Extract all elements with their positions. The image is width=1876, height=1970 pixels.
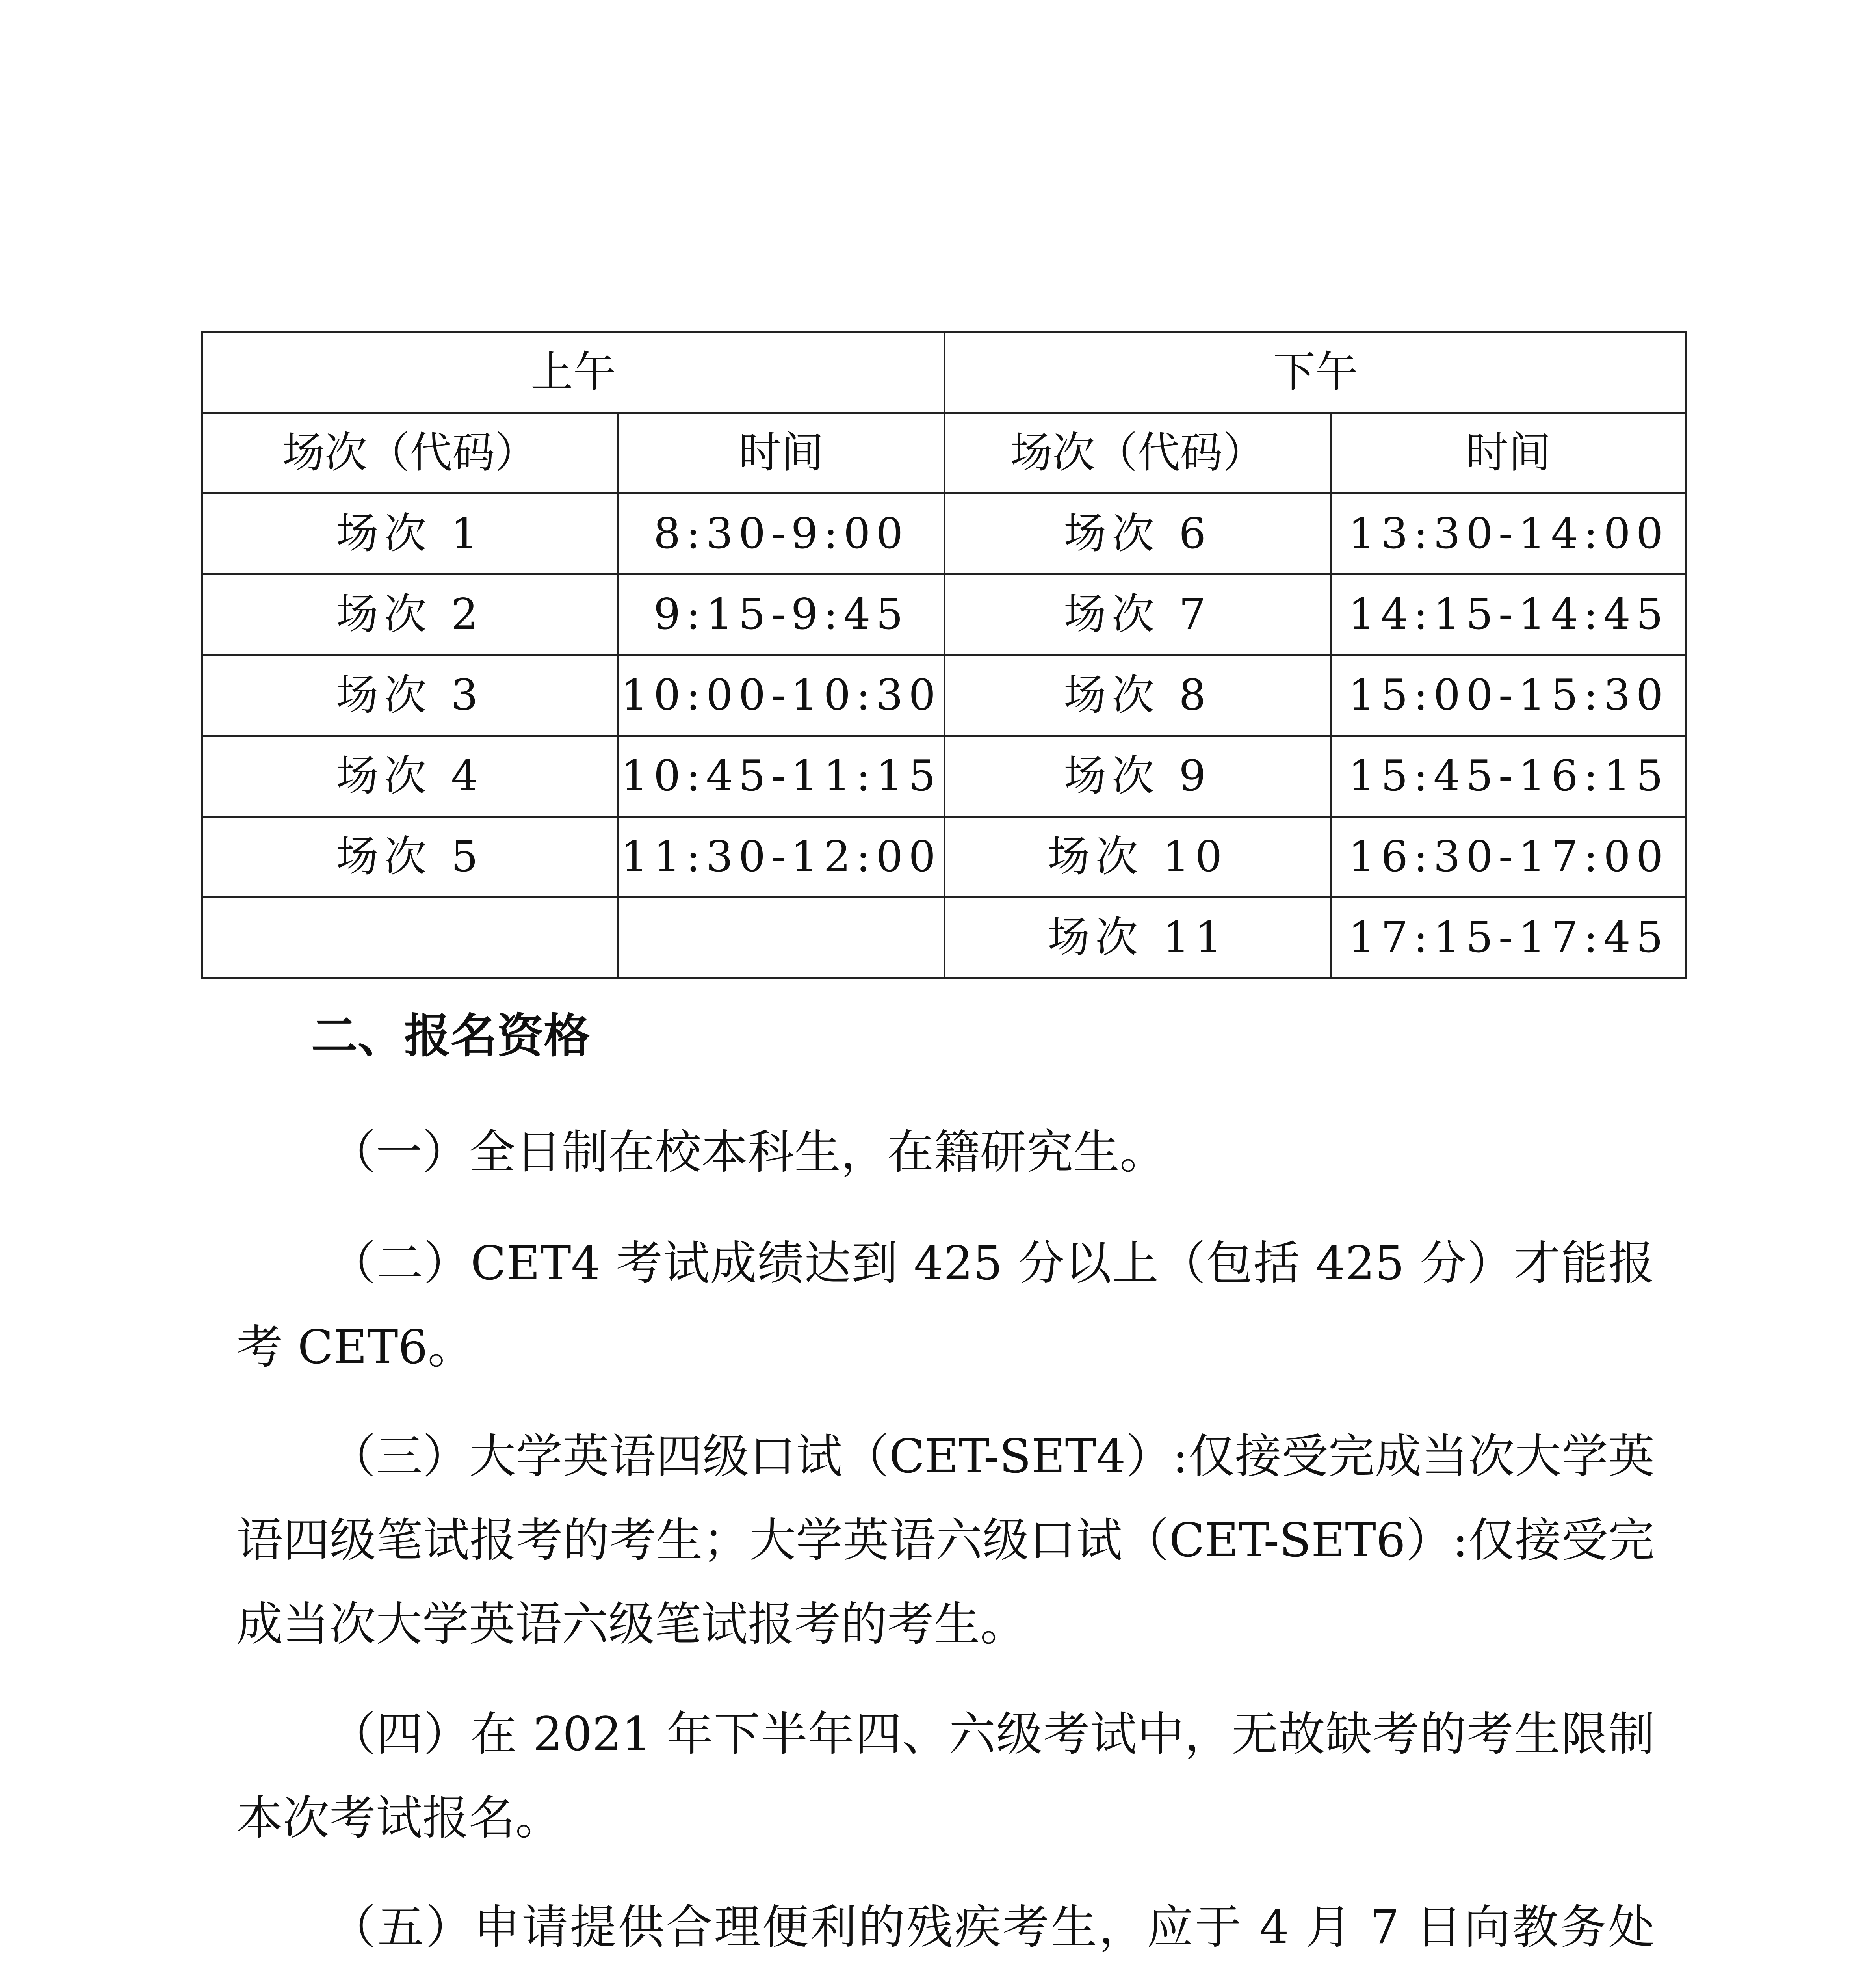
am-time-cell: 8:30-9:00 <box>618 494 945 574</box>
period-header-row <box>202 332 1687 413</box>
am-time-cell: 10:00-10:30 <box>618 655 945 736</box>
table-row <box>202 817 1687 898</box>
pm-session-cell: 场次 10 <box>945 817 1331 898</box>
paragraph-item-4: （四）在 2021 年下半年四、六级考试中，无故缺考的考生限制本次考试报名。 <box>236 1707 1655 1845</box>
table-row <box>202 574 1687 655</box>
pm-time-cell: 16:30-17:00 <box>1331 817 1687 898</box>
pm-time-cell: 13:30-14:00 <box>1331 494 1687 574</box>
paragraph-item-5: （五）申请提供合理便利的残疾考生，应于 4 月 7 日向教务处 <box>329 1900 1655 1954</box>
column-header-pm-time: 时间 <box>1331 413 1687 494</box>
am-time-cell: 11:30-12:00 <box>618 817 945 898</box>
pm-session-cell: 场次 7 <box>945 574 1331 655</box>
table-row <box>202 655 1687 736</box>
am-session-cell: 场次 3 <box>202 655 618 736</box>
pm-session-cell: 场次 6 <box>945 494 1331 574</box>
paragraph-item-3: （三）大学英语四级口试（CET-SET4）:仅接受完成当次大学英语四级笔试报考的考生；大学英语六级口试（CET-SET6）:仅接受完成当次大学英语六级笔试报考的考生。 <box>236 1429 1655 1651</box>
am-time-cell: 10:45-11:15 <box>618 736 945 817</box>
am-session-cell: 场次 1 <box>202 494 618 574</box>
column-header-row <box>202 413 1687 494</box>
pm-session-cell: 场次 11 <box>945 898 1331 978</box>
paragraph-item-1: （一）全日制在校本科生，在籍研究生。 <box>329 1125 1166 1179</box>
am-time-cell <box>618 898 945 978</box>
table-row <box>202 736 1687 817</box>
am-session-cell <box>202 898 618 978</box>
column-header-am-session: 场次（代码） <box>202 413 618 494</box>
pm-time-cell: 15:45-16:15 <box>1331 736 1687 817</box>
am-session-cell: 场次 2 <box>202 574 618 655</box>
exam-schedule-table <box>201 331 1687 979</box>
pm-time-cell: 14:15-14:45 <box>1331 574 1687 655</box>
pm-time-cell: 15:00-15:30 <box>1331 655 1687 736</box>
pm-time-cell: 17:15-17:45 <box>1331 898 1687 978</box>
morning-header: 上午 <box>202 332 945 413</box>
column-header-pm-session: 场次（代码） <box>945 413 1331 494</box>
column-header-am-time: 时间 <box>618 413 945 494</box>
table-row <box>202 494 1687 574</box>
afternoon-header: 下午 <box>945 332 1687 413</box>
pm-session-cell: 场次 9 <box>945 736 1331 817</box>
paragraph-item-2: （二）CET4 考试成绩达到 425 分以上（包括 425 分）才能报考 CET6。 <box>236 1236 1655 1374</box>
table-row <box>202 898 1687 978</box>
section-heading: 二、报名资格 <box>311 1008 591 1063</box>
am-time-cell: 9:15-9:45 <box>618 574 945 655</box>
am-session-cell: 场次 5 <box>202 817 618 898</box>
pm-session-cell: 场次 8 <box>945 655 1331 736</box>
am-session-cell: 场次 4 <box>202 736 618 817</box>
